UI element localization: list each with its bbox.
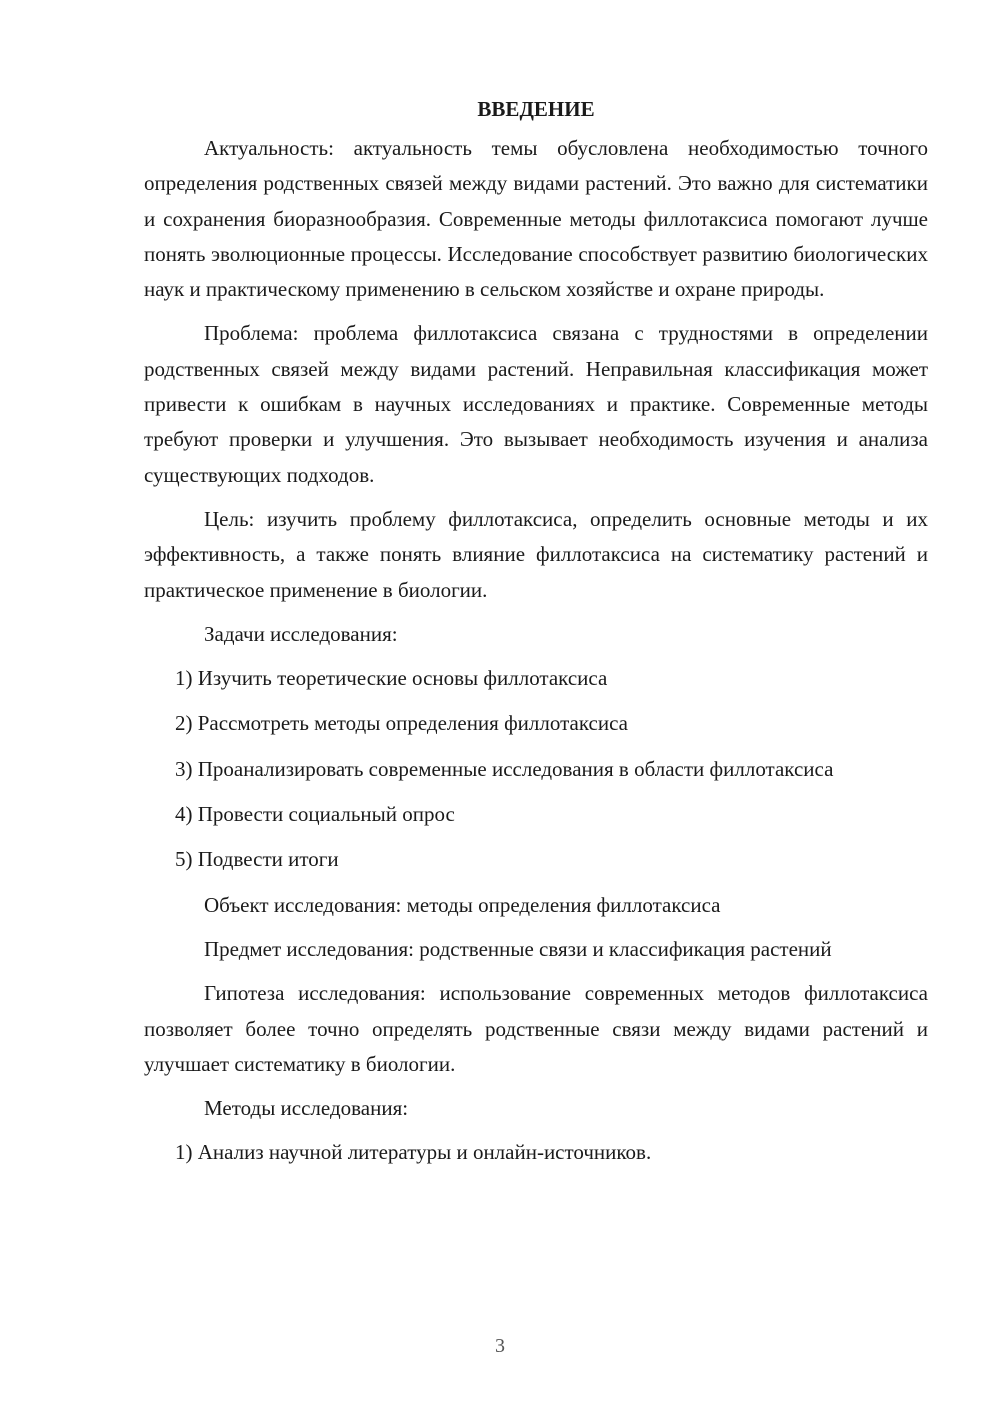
relevance-paragraph: Актуальность: актуальность темы обусловлена необходимостью точного определения родственных связей между видами растений. Это важно для систематики и сохранения биоразнообразия. Современные методы филлотаксиса помогают лучше понять эволюционные процессы. Исследование способствует развитию биологических наук и практическому применению в сельском хозяйстве и охране природы. xyxy=(144,136,928,302)
method-item: 1) Анализ научной литературы и онлайн-источников. xyxy=(175,1140,652,1165)
task-item: 4) Провести социальный опрос xyxy=(175,802,455,827)
task-item: 3) Проанализировать современные исследования в области филлотаксиса xyxy=(175,756,834,781)
hypothesis-paragraph: Гипотеза исследования: использование современных методов филлотаксиса позволяет более точно определять родственные связи между видами растений и улучшает систематику в биологии. xyxy=(144,981,928,1076)
page-heading: ВВЕДЕНИЕ xyxy=(477,97,595,121)
task-item: 5) Подвести итоги xyxy=(175,847,339,872)
goal-paragraph: Цель: изучить проблему филлотаксиса, определить основные методы и их эффективность, а также понять влияние филлотаксиса на систематику растений и практическое применение в биологии. xyxy=(144,506,928,602)
task-item: 1) Изучить теоретические основы филлотаксиса xyxy=(175,666,608,691)
problem-paragraph: Проблема: проблема филлотаксиса связана с трудностями в определении родственных связей между видами растений. Неправильная классификация может привести к ошибкам в научных исследованиях и практике. Современные методы требуют проверки и улучшения. Это вызывает необходимость изучения и анализа существующих подходов. xyxy=(144,321,928,487)
object-paragraph: Объект исследования: методы определения филлотаксиса xyxy=(204,892,721,917)
methods-title: Методы исследования: xyxy=(204,1096,409,1121)
subject-paragraph: Предмет исследования: родственные связи и классификация растений xyxy=(204,936,832,961)
tasks-title: Задачи исследования: xyxy=(204,621,398,646)
task-item: 2) Рассмотреть методы определения филлотаксиса xyxy=(175,711,628,736)
page-number: 3 xyxy=(495,1335,505,1357)
page-content xyxy=(144,94,928,1181)
